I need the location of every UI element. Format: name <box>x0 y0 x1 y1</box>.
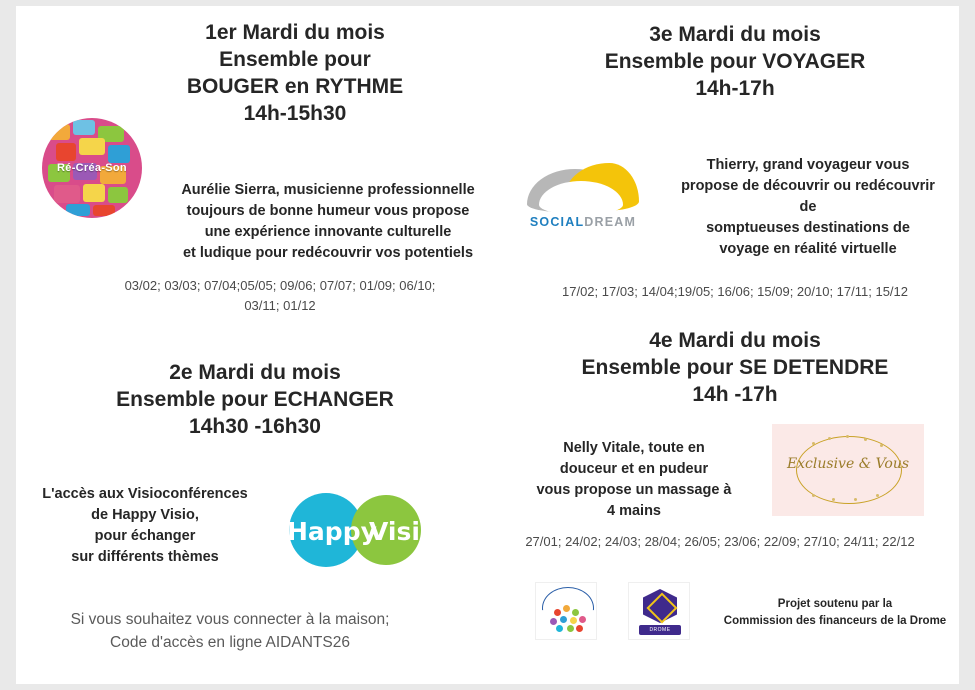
footer-credit-line-2: Commission des financeurs de la Drome <box>723 614 947 627</box>
echanger-body-line-2: de Happy Visio, <box>91 507 199 524</box>
echanger-line3: 14h30 -16h30 <box>189 414 321 438</box>
footer-credit <box>700 596 970 629</box>
bouger-line4: 14h-15h30 <box>243 101 347 125</box>
bouger-dates-line-2: 03/11; 01/12 <box>244 297 316 313</box>
echanger-line2: Ensemble pour ECHANGER <box>116 387 394 411</box>
bouger-body-line-4: et ludique pour redécouvrir vos potentiels <box>182 245 474 262</box>
detendre-body-line-3: vous propose un massage à <box>536 482 732 499</box>
happy-visio-word-1: Happy <box>287 517 377 546</box>
echanger-body <box>25 484 265 568</box>
detendre-body-line-4: 4 mains <box>607 503 661 520</box>
bouger-body-line-1: Aurélie Sierra, musicienne professionnelle <box>181 182 475 198</box>
bouger-dates-line-1: 03/02; 03/03; 07/04;05/05; 09/06; 07/07; 01/09; 06/10; <box>124 278 436 293</box>
bouger-dates <box>60 276 500 315</box>
detendre-line3: 14h -17h <box>692 382 778 406</box>
section-voyager-heading <box>520 22 950 103</box>
bouger-line3: BOUGER en RYTHME <box>186 74 404 98</box>
bouger-body-line-3: une expérience innovante culturelle <box>204 224 452 241</box>
exclusive-et-vous-logo <box>772 424 924 516</box>
happy-visio-word-2: Visio <box>369 517 438 546</box>
detendre-dates-line-1: 27/01; 24/02; 24/03; 28/04; 26/05; 23/06; 22/09; 27/10; 24/11; 22/12 <box>525 534 915 549</box>
socialdream-word-1: SOCIAL <box>529 215 585 229</box>
voyager-body-line-4: somptueuses destinations de <box>706 220 910 237</box>
footer-credit-line-1: Projet soutenu par la <box>777 598 893 610</box>
footer-note-line-1: Si vous souhaitez vous connecter à la maison; <box>70 611 390 628</box>
recreason-logo-label: Ré-Créa-Son <box>57 162 127 174</box>
voyager-line2: Ensemble pour VOYAGER <box>604 49 866 73</box>
exclusive-logo-script: Exclusive & Vous <box>786 456 910 472</box>
echanger-body-line-1: L'accès aux Visioconférences <box>42 486 248 502</box>
voyager-body-line-2: propose de découvrir ou redécouvrir <box>681 178 935 195</box>
detendre-body-line-2: douceur et en pudeur <box>559 461 709 478</box>
bouger-line2: Ensemble pour <box>219 47 371 71</box>
detendre-line1: 4e Mardi du mois <box>649 329 821 352</box>
bouger-line1: 1er Mardi du mois <box>205 21 385 44</box>
detendre-dates <box>470 532 970 552</box>
socialdream-logo <box>513 145 653 245</box>
voyager-body-line-1: Thierry, grand voyageur vous <box>706 157 910 173</box>
bouger-body-line-2: toujours de bonne humeur vous propose <box>186 203 470 220</box>
echanger-body-line-3: pour échanger <box>94 528 196 545</box>
socialdream-word-2: DREAM <box>584 215 637 229</box>
drome-logo-text: DROME <box>649 627 671 633</box>
voyager-body-line-3: de <box>799 199 817 216</box>
drome-departement-logo <box>628 582 690 640</box>
voyager-line3: 14h-17h <box>695 76 775 100</box>
bouger-body <box>148 180 508 264</box>
section-detendre-heading <box>510 328 960 409</box>
left-gutter <box>0 0 16 690</box>
top-gutter <box>0 0 975 6</box>
voyager-dates <box>500 282 970 302</box>
happy-visio-logo <box>265 483 477 575</box>
voyager-line1: 3e Mardi du mois <box>649 23 821 46</box>
voyager-body <box>648 155 968 260</box>
section-bouger-heading <box>100 20 490 128</box>
right-gutter <box>959 0 975 690</box>
section-echanger-heading <box>55 360 455 441</box>
echanger-body-line-4: sur différents thèmes <box>71 549 219 566</box>
echanger-line1: 2e Mardi du mois <box>169 361 341 384</box>
recreason-logo <box>36 112 148 224</box>
reseau-aidants-logo <box>535 582 597 640</box>
footer-note-line-2: Code d'accès en ligne AIDANTS26 <box>110 634 350 652</box>
voyager-dates-line-1: 17/02; 17/03; 14/04;19/05; 16/06; 15/09; 20/10; 17/11; 15/12 <box>562 284 908 299</box>
detendre-body-line-1: Nelly Vitale, toute en <box>563 440 705 456</box>
voyager-body-line-5: voyage en réalité virtuelle <box>719 241 897 258</box>
bottom-gutter <box>0 684 975 690</box>
detendre-body <box>500 438 768 522</box>
detendre-line2: Ensemble pour SE DETENDRE <box>581 355 889 379</box>
footer-note <box>20 608 440 655</box>
